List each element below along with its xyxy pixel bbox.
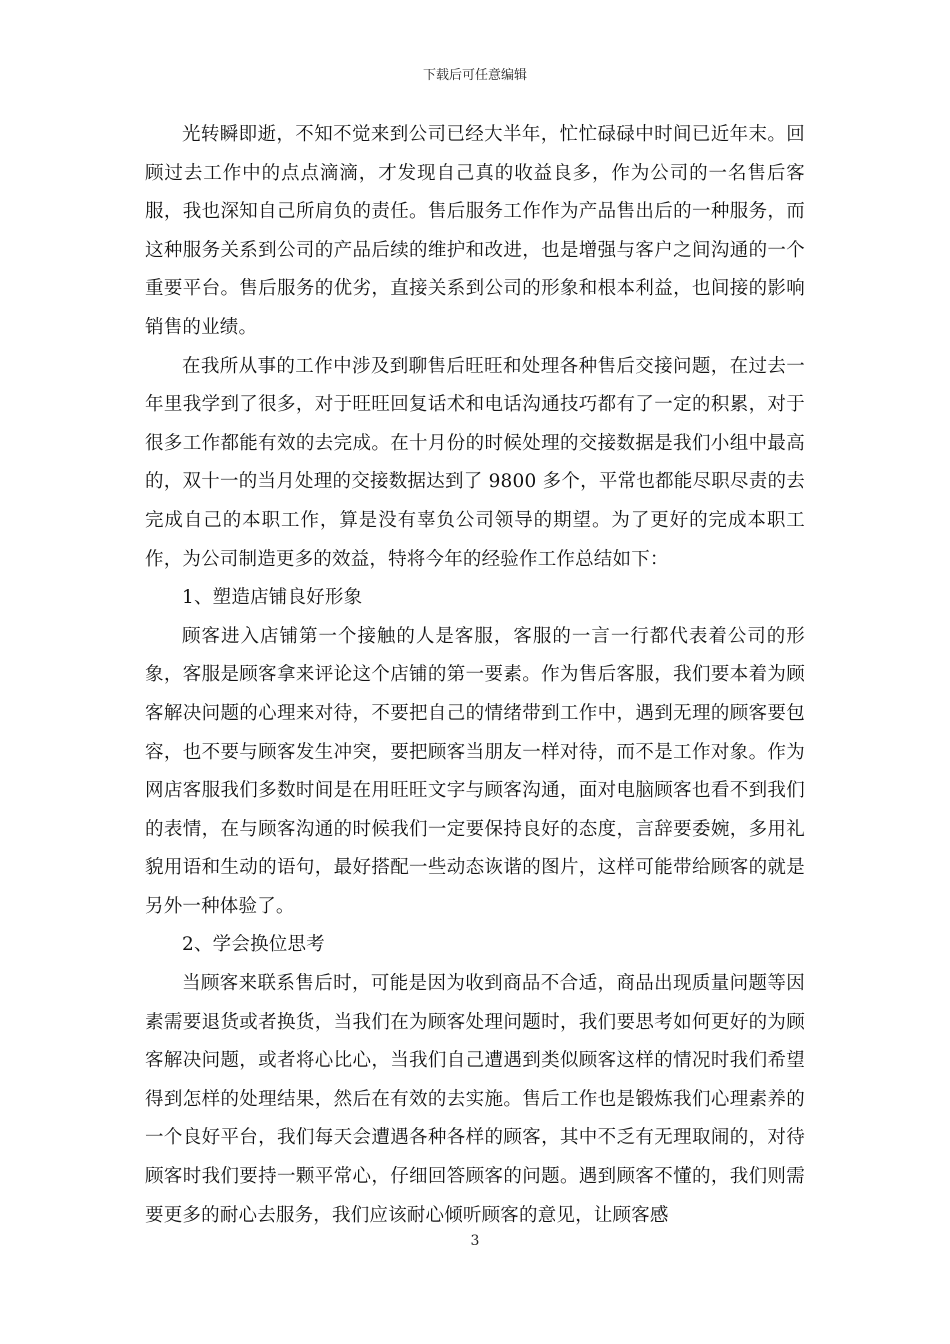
page-header: 下载后可任意编辑 [422, 68, 527, 83]
paragraph-store-image: 顾客进入店铺第一个接触的人是客服，客服的一言一行都代表着公司的形象，客服是顾客拿来评论这个店铺的第一要素。作为售后客服，我们要本着为顾客解决问题的心理来对待，不要把自己的情绪带到工作中，遇到无理的顾客要包容，也不要与顾客发生冲突，要把顾客当朋友一样对待，而不是工作对象。作为网店客服我们多数时间是在用旺旺文字与顾客沟通，面对电脑顾客也看不到我们的表情，在与顾客沟通的时候我们一定要保持良好的态度，言辞要委婉，多用礼貌用语和生动的语句，最好搭配一些动态诙谐的图片，这样可能带给顾客的就是另外一种体验了。 [145, 625, 805, 917]
document-body [145, 116, 805, 1235]
section-heading-store-image: 1、塑造店铺良好形象 [182, 587, 363, 609]
paragraph-work-summary: 在我所从事的工作中涉及到聊售后旺旺和处理各种售后交接问题，在过去一年里我学到了很多，对于旺旺回复话术和电话沟通技巧都有了一定的积累，对于很多工作都能有效的去完成。在十月份的时候处理的交接数据是我们小组中最高的，双十一的当月处理的交接数据达到了 9800 多个，平常也都能尽职尽责的去完成自己的本职工作，算是没有辜负公司领导的期望。为了更好的完成本职工作，为公司制造更多的效益，特将今年的经验作工作总结如下： [145, 355, 805, 570]
section-heading-empathy: 2、学会换位思考 [182, 934, 325, 956]
page-number: 3 [470, 1233, 480, 1249]
paragraph-empathy: 当顾客来联系售后时，可能是因为收到商品不合适，商品出现质量问题等因素需要退货或者换货，当我们在为顾客处理问题时，我们要思考如何更好的为顾客解决问题，或者将心比心，当我们自己遭遇到类似顾客这样的情况时我们希望得到怎样的处理结果，然后在有效的去实施。售后工作也是锻炼我们心理素养的一个良好平台，我们每天会遭遇各种各样的顾客，其中不乏有无理取闹的，对待顾客时我们要持一颗平常心，仔细回答顾客的问题。遇到顾客不懂的，我们则需要更多的耐心去服务，我们应该耐心倾听顾客的意见，让顾客感 [145, 973, 805, 1226]
paragraph-intro: 光转瞬即逝，不知不觉来到公司已经大半年，忙忙碌碌中时间已近年末。回顾过去工作中的点点滴滴，才发现自己真的收益良多，作为公司的一名售后客服，我也深知自己所肩负的责任。售后服务工作作为产品售出后的一种服务，而这种服务关系到公司的产品后续的维护和改进，也是增强与客户之间沟通的一个重要平台。售后服务的优劣，直接关系到公司的形象和根本利益，也间接的影响销售的业绩。 [145, 124, 805, 338]
